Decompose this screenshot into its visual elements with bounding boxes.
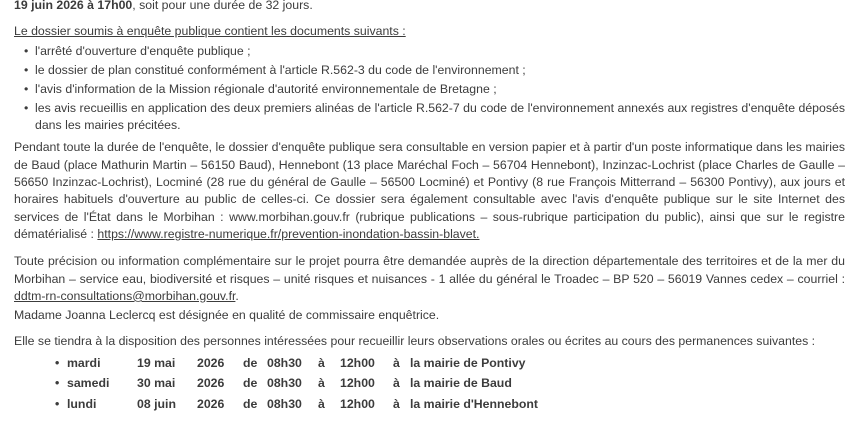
permanences-intro-paragraph xyxy=(14,333,845,350)
text-segment: , soit pour une durée de 32 jours. xyxy=(132,0,313,12)
permanence-year: 2026 xyxy=(197,396,225,411)
dossier-document-item xyxy=(14,81,845,98)
text-segment: le dossier de plan constitué conformément à l'article R.562-3 du code de l'environnement ; xyxy=(35,62,526,77)
permanence-start: 08h30 xyxy=(267,396,302,411)
dossier-document-item xyxy=(14,62,845,79)
text-segment: les avis recueillis en application des deux premiers alinéas de l'article R.562-7 du code de l'environnement annexés aux registres d'enquête déposés dans les mairies précitées. xyxy=(35,100,845,133)
text-segment: . xyxy=(235,288,239,303)
dossier-document-item xyxy=(14,100,845,135)
permanence-word-a1: à xyxy=(318,396,325,411)
consultation-locations-paragraph xyxy=(14,139,845,243)
permanence-place: la mairie de Baud xyxy=(410,376,512,391)
contact-information-paragraph xyxy=(14,253,845,305)
permanence-word-de: de xyxy=(243,355,258,370)
permanence-row xyxy=(14,396,845,413)
permanence-day: • lundi xyxy=(67,396,97,411)
permanence-end: 12h00 xyxy=(340,396,375,411)
permanence-row xyxy=(14,375,845,392)
permanence-word-de: de xyxy=(243,396,258,411)
text-segment: Le dossier soumis à enquête publique contient les documents suivants : xyxy=(14,24,406,39)
ddtm-email-link[interactable]: ddtm-rn-consultations@morbihan.gouv.fr xyxy=(14,288,236,303)
permanence-end: 12h00 xyxy=(340,376,375,391)
permanence-date: 08 juin xyxy=(137,396,176,411)
text-segment: Madame Joanna Leclercq est désignée en qualité de commissaire enquêtrice. xyxy=(14,308,440,323)
commissioner-designation-paragraph xyxy=(14,307,845,324)
permanence-date: 19 mai xyxy=(137,355,176,370)
text-segment: Toute précision ou information complémentaire sur le projet pourra être demandée auprès de la direction départementale des territoires et de la mer du Morbihan – service eau, biodiversité et risques – unité risques et nuisances - 1 allée du général le Troadec – BP 520 – 56019 Vannes cedex – courriel : xyxy=(14,254,845,286)
permanence-row xyxy=(14,355,845,372)
permanences-schedule xyxy=(14,355,845,413)
dossier-documents-list xyxy=(14,43,845,135)
permanence-day: • mardi xyxy=(67,355,101,370)
permanence-word-a2: à xyxy=(393,355,400,370)
permanence-start: 08h30 xyxy=(267,355,302,370)
text-segment: Elle se tiendra à la disposition des personnes intéressées pour recueillir leurs observations orales ou écrites au cours des permanences suivantes : xyxy=(14,334,816,349)
permanence-word-a2: à xyxy=(393,376,400,391)
permanence-end: 12h00 xyxy=(340,355,375,370)
text-segment: 19 juin 2026 à 17h00 xyxy=(14,0,133,12)
permanence-date: 30 mai xyxy=(137,376,176,391)
permanence-start: 08h30 xyxy=(267,376,302,391)
permanence-word-a2: à xyxy=(393,396,400,411)
permanence-place: la mairie de Pontivy xyxy=(410,355,526,370)
text-segment: l'arrêté d'ouverture d'enquête publique ; xyxy=(35,43,251,58)
inquiry-duration-line xyxy=(14,0,845,14)
dossier-contents-heading xyxy=(14,23,845,40)
permanence-place: la mairie d'Hennebont xyxy=(410,396,538,411)
text-segment: Pendant toute la durée de l'enquête, le dossier d'enquête publique sera consultable en version papier et à partir d'un poste informatique dans les mairies de Baud (place Mathurin Martin – 56150 Baud), Hennebont (13 place Maréchal Foch – 56704 Hennebont), Inzinzac-Lochrist (place Charles de Gaulle – 56650 Inzinzac-Lochrist), Locminé (28 rue du général de Gaulle – 56500 Locminé) et Pontivy (8 rue François Mitterrand – 56300 Pontivy), aux jours et horaires habituels d'ouverture au public de celles-ci. Ce dossier sera également consultable avec l'avis d'enquête publique sur le site Internet des services de l'État dans le Morbihan : www.morbihan.gouv.fr (rubrique publications – sous-rubrique participation du public), ainsi que sur le registre dématérialisé : xyxy=(14,140,845,241)
dossier-document-item xyxy=(14,43,845,60)
permanence-word-a1: à xyxy=(318,376,325,391)
permanence-word-a1: à xyxy=(318,355,325,370)
permanence-year: 2026 xyxy=(197,376,225,391)
text-segment: l'avis d'information de la Mission régionale d'autorité environnementale de Bretagne ; xyxy=(35,81,497,96)
registre-numerique-link[interactable]: https://www.registre-numerique.fr/prevention-inondation-bassin-blavet. xyxy=(97,226,480,241)
permanence-day: • samedi xyxy=(67,376,110,391)
permanence-year: 2026 xyxy=(197,355,225,370)
permanence-word-de: de xyxy=(243,376,258,391)
